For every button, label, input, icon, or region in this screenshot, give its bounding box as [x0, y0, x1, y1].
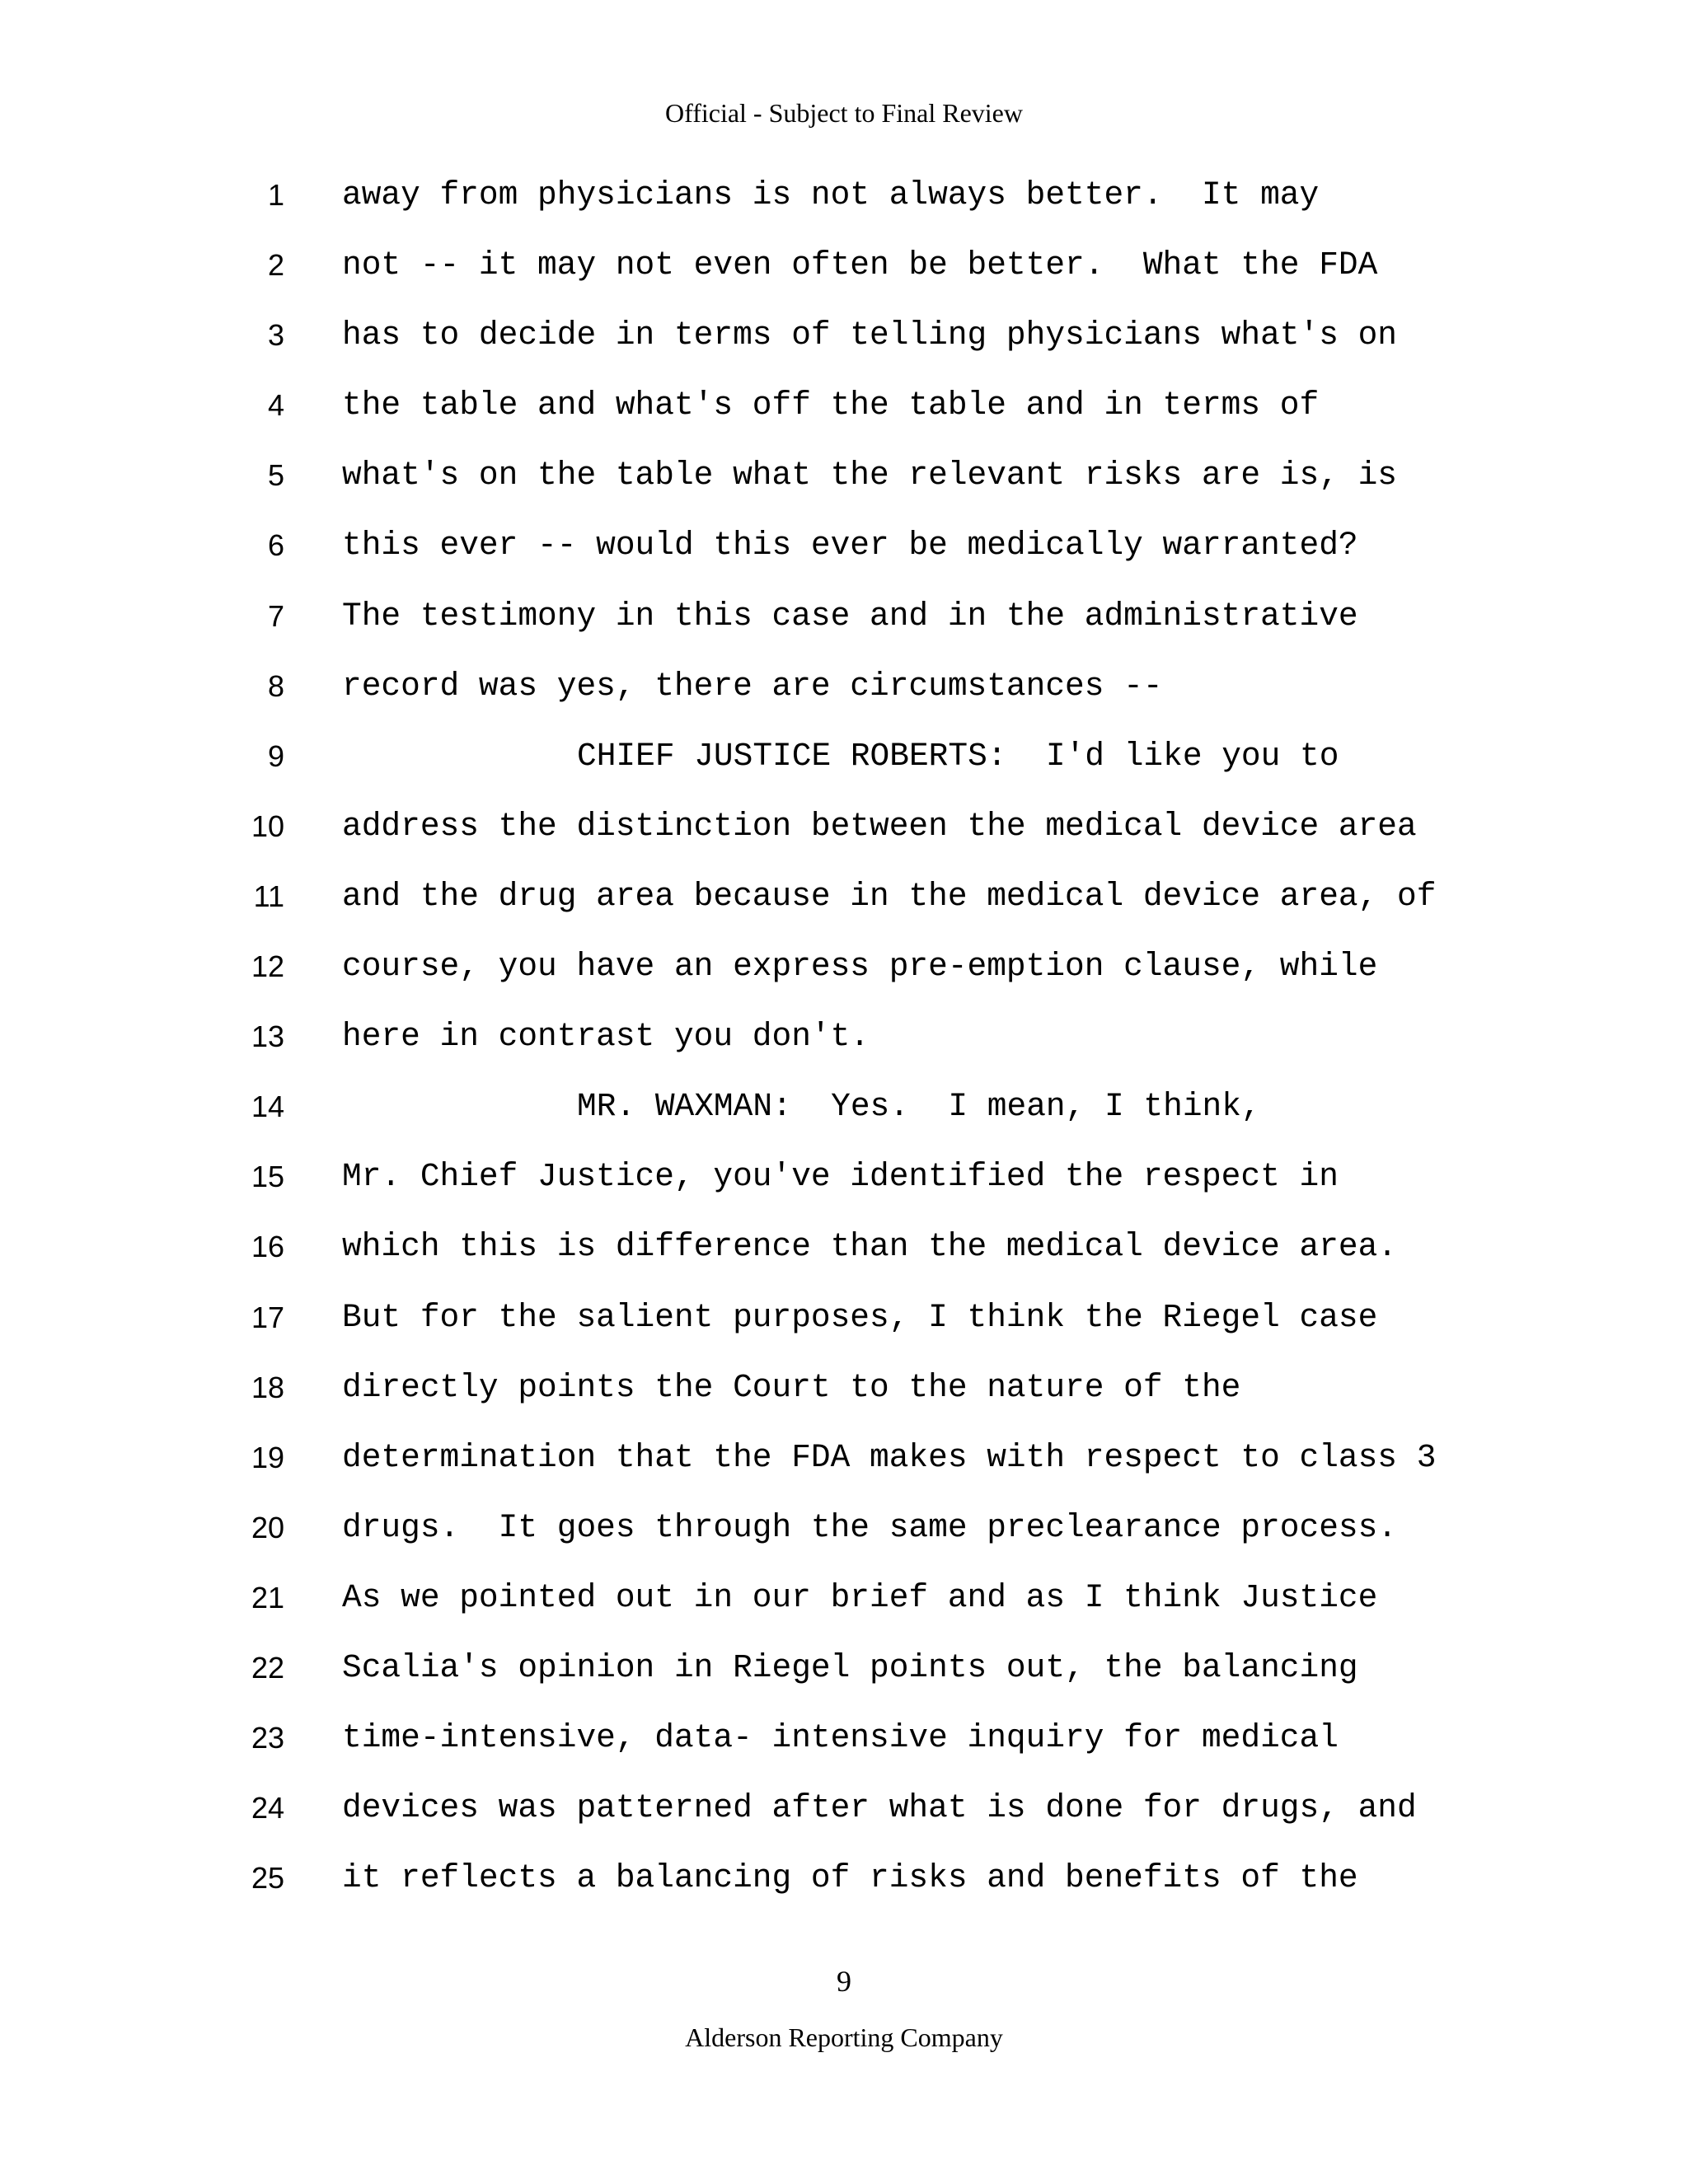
line-text: determination that the FDA makes with respect to class 3: [342, 1438, 1437, 1476]
transcript-line: [0, 383, 1688, 453]
transcript-line: [0, 453, 1688, 523]
line-text: Scalia's opinion in Riegel points out, the balancing: [342, 1648, 1358, 1686]
line-number: 16: [251, 1230, 284, 1264]
line-number: 10: [251, 808, 284, 843]
line-number: 19: [251, 1440, 284, 1474]
transcript-line: [0, 1856, 1688, 1926]
line-text: Mr. Chief Justice, you've identified the respect in: [342, 1158, 1339, 1196]
transcript-line: [0, 1085, 1688, 1155]
transcript-line: [0, 1716, 1688, 1786]
line-text: As we pointed out in our brief and as I think Justice: [342, 1578, 1378, 1616]
transcript-line: [0, 173, 1688, 243]
line-number: 21: [251, 1580, 284, 1615]
line-number: 2: [267, 248, 284, 283]
page-header: Official - Subject to Final Review: [665, 98, 1023, 128]
page-number: 9: [837, 1965, 851, 1998]
line-number: 12: [251, 949, 284, 984]
line-number: 23: [251, 1721, 284, 1755]
transcript-line: [0, 1225, 1688, 1295]
line-text: directly points the Court to the nature of the: [342, 1368, 1241, 1406]
line-text: and the drug area because in the medical device area, of: [342, 877, 1437, 915]
transcript-line: [0, 313, 1688, 383]
line-text: time-intensive, data- intensive inquiry for medical: [342, 1719, 1339, 1757]
speaker-line-text: CHIEF JUSTICE ROBERTS: I'd like you to: [577, 737, 1339, 775]
line-number: 8: [267, 668, 284, 703]
line-number: 24: [251, 1791, 284, 1825]
line-number: 6: [267, 528, 284, 563]
transcript-line: [0, 523, 1688, 593]
line-text: But for the salient purposes, I think the Riegel case: [342, 1298, 1378, 1336]
transcript-line: [0, 1786, 1688, 1856]
line-number: 22: [251, 1650, 284, 1685]
line-number: 3: [267, 318, 284, 353]
transcript-line: [0, 1015, 1688, 1085]
line-text: has to decide in terms of telling physicians what's on: [342, 316, 1398, 354]
line-text: what's on the table what the relevant risks are is, is: [342, 457, 1398, 494]
transcript-line: [0, 1646, 1688, 1716]
line-text: The testimony in this case and in the administrative: [342, 597, 1358, 635]
line-text: which this is difference than the medical device area.: [342, 1228, 1398, 1266]
transcript-line: [0, 944, 1688, 1015]
line-text: devices was patterned after what is done for drugs, and: [342, 1789, 1417, 1827]
line-number: 13: [251, 1019, 284, 1054]
transcript-line: [0, 1576, 1688, 1646]
line-text: the table and what's off the table and in terms of: [342, 387, 1320, 424]
line-text: course, you have an express pre-emption clause, while: [342, 948, 1378, 986]
line-text: not -- it may not even often be better. What the FDA: [342, 246, 1378, 284]
line-number: 25: [251, 1861, 284, 1896]
line-text: here in contrast you don't.: [342, 1018, 870, 1056]
line-number: 4: [267, 388, 284, 423]
line-text: address the distinction between the medical device area: [342, 807, 1417, 845]
transcript-line: [0, 594, 1688, 664]
transcript-line: [0, 734, 1688, 804]
page-footer: Alderson Reporting Company: [685, 2022, 1003, 2052]
transcript-line: [0, 1296, 1688, 1366]
line-number: 11: [253, 879, 284, 913]
line-number: 9: [267, 738, 284, 773]
line-text: record was yes, there are circumstances --: [342, 667, 1163, 705]
line-number: 1: [267, 178, 284, 212]
line-text: away from physicians is not always better. It may: [342, 176, 1320, 213]
transcript-line: [0, 1155, 1688, 1225]
line-number: 15: [251, 1160, 284, 1194]
line-text: this ever -- would this ever be medically warranted?: [342, 527, 1358, 565]
transcript-line: [0, 1436, 1688, 1506]
line-text: it reflects a balancing of risks and benefits of the: [342, 1859, 1358, 1897]
line-number: 14: [251, 1090, 284, 1124]
transcript-line: [0, 804, 1688, 874]
transcript-line: [0, 1506, 1688, 1576]
speaker-line-text: MR. WAXMAN: Yes. I mean, I think,: [577, 1088, 1261, 1126]
transcript-line: [0, 243, 1688, 313]
transcript-line: [0, 1366, 1688, 1436]
line-number: 5: [267, 458, 284, 493]
line-number: 20: [251, 1510, 284, 1544]
line-number: 7: [267, 598, 284, 633]
transcript-lines: [0, 173, 1688, 1926]
line-text: drugs. It goes through the same preclearance process.: [342, 1508, 1398, 1546]
line-number: 18: [251, 1370, 284, 1404]
transcript-line: [0, 664, 1688, 734]
line-number: 17: [251, 1300, 284, 1334]
transcript-line: [0, 874, 1688, 944]
